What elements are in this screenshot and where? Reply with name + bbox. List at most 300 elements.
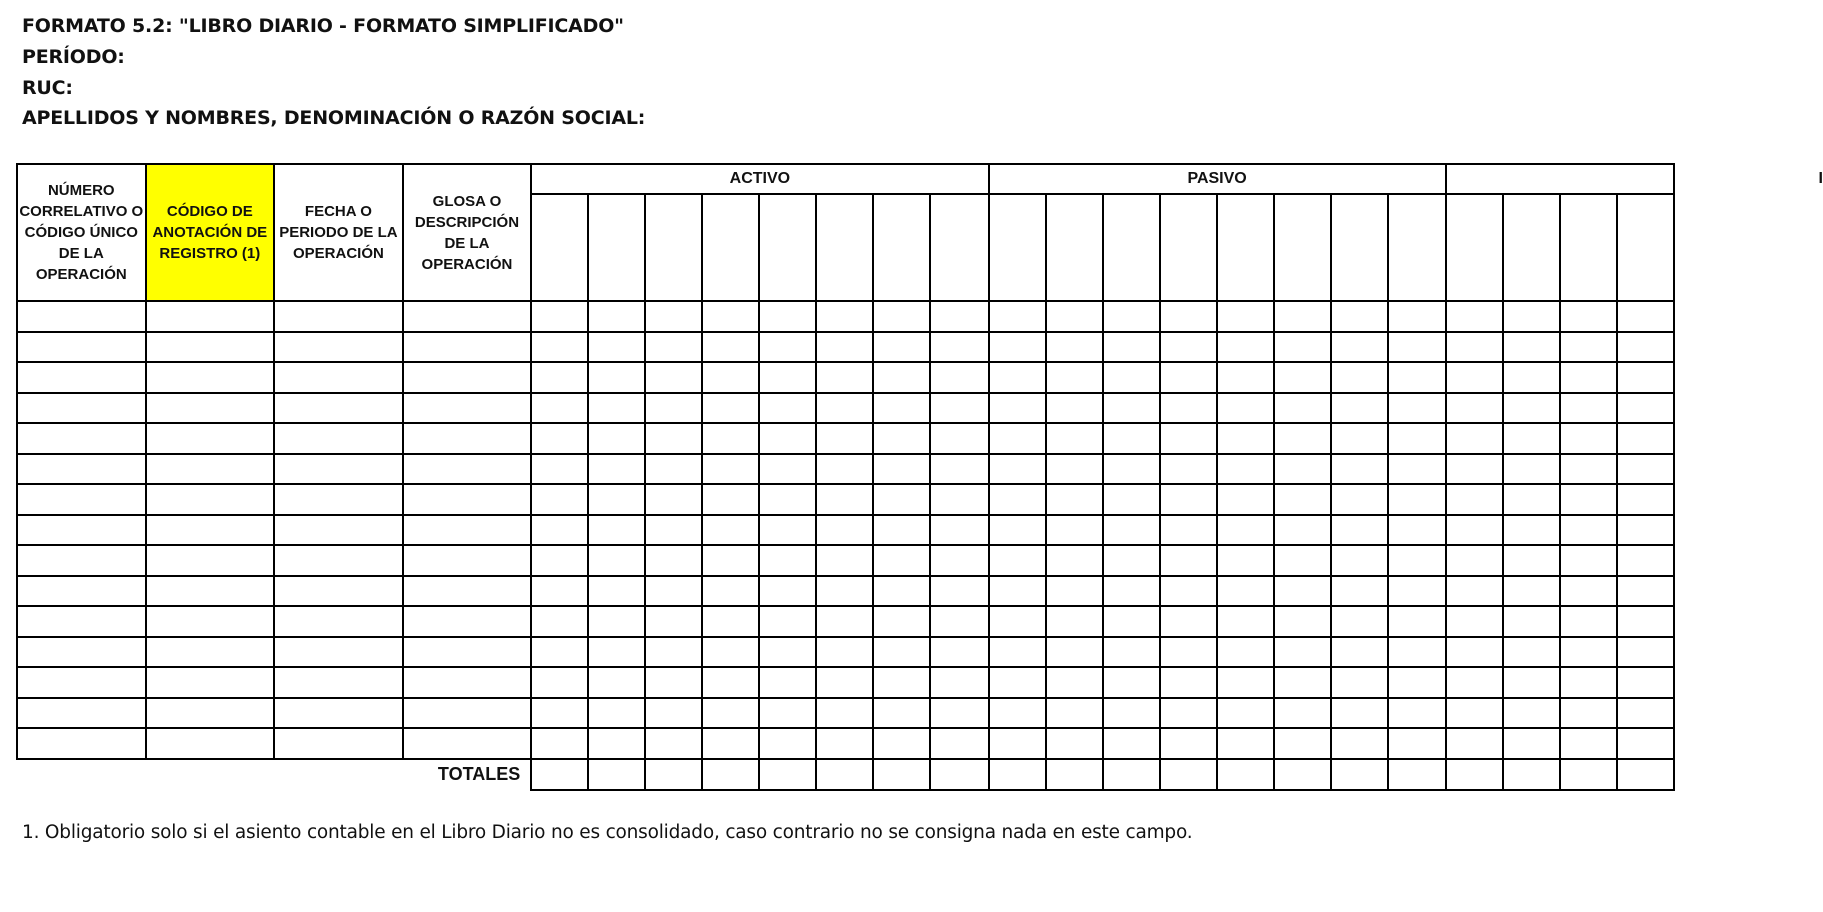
table-cell[interactable] bbox=[1274, 393, 1331, 424]
table-cell[interactable] bbox=[1160, 362, 1217, 393]
table-cell[interactable] bbox=[1046, 393, 1103, 424]
totals-cell[interactable] bbox=[1503, 759, 1560, 790]
table-cell[interactable] bbox=[146, 606, 275, 637]
table-cell[interactable] bbox=[702, 728, 759, 759]
table-cell[interactable] bbox=[531, 393, 588, 424]
table-cell[interactable] bbox=[1388, 423, 1446, 454]
totals-cell[interactable] bbox=[1103, 759, 1160, 790]
table-cell[interactable] bbox=[645, 728, 702, 759]
table-cell[interactable] bbox=[1160, 301, 1217, 332]
table-cell[interactable] bbox=[17, 301, 146, 332]
table-cell[interactable] bbox=[1560, 515, 1617, 546]
table-cell[interactable] bbox=[1560, 454, 1617, 485]
table-cell[interactable] bbox=[1160, 515, 1217, 546]
table-cell[interactable] bbox=[645, 637, 702, 668]
table-cell[interactable] bbox=[1503, 393, 1560, 424]
table-cell[interactable] bbox=[531, 332, 588, 363]
table-cell[interactable] bbox=[1046, 301, 1103, 332]
table-cell[interactable] bbox=[17, 515, 146, 546]
table-cell[interactable] bbox=[873, 423, 930, 454]
table-cell[interactable] bbox=[702, 606, 759, 637]
table-cell[interactable] bbox=[531, 515, 588, 546]
table-cell[interactable] bbox=[1217, 423, 1274, 454]
table-cell[interactable] bbox=[1217, 606, 1274, 637]
table-cell[interactable] bbox=[930, 423, 988, 454]
table-cell[interactable] bbox=[1331, 301, 1388, 332]
table-cell[interactable] bbox=[645, 606, 702, 637]
table-cell[interactable] bbox=[1217, 576, 1274, 607]
table-cell[interactable] bbox=[1560, 301, 1617, 332]
table-cell[interactable] bbox=[1617, 301, 1674, 332]
table-cell[interactable] bbox=[1046, 423, 1103, 454]
table-cell[interactable] bbox=[873, 301, 930, 332]
table-cell[interactable] bbox=[531, 423, 588, 454]
table-cell[interactable] bbox=[17, 393, 146, 424]
table-cell[interactable] bbox=[1560, 606, 1617, 637]
totals-cell[interactable] bbox=[1046, 759, 1103, 790]
table-cell[interactable] bbox=[146, 454, 275, 485]
table-cell[interactable] bbox=[1217, 332, 1274, 363]
table-cell[interactable] bbox=[17, 606, 146, 637]
table-cell[interactable] bbox=[759, 301, 816, 332]
table-cell[interactable] bbox=[17, 454, 146, 485]
table-cell[interactable] bbox=[1331, 454, 1388, 485]
table-cell[interactable] bbox=[1446, 423, 1503, 454]
table-cell[interactable] bbox=[816, 515, 873, 546]
table-cell[interactable] bbox=[930, 393, 988, 424]
table-cell[interactable] bbox=[1274, 515, 1331, 546]
table-cell[interactable] bbox=[1160, 698, 1217, 729]
table-cell[interactable] bbox=[989, 515, 1046, 546]
table-cell[interactable] bbox=[1388, 545, 1446, 576]
table-cell[interactable] bbox=[816, 698, 873, 729]
table-cell[interactable] bbox=[930, 301, 988, 332]
table-cell[interactable] bbox=[1617, 362, 1674, 393]
totals-cell[interactable] bbox=[645, 759, 702, 790]
table-cell[interactable] bbox=[588, 728, 645, 759]
table-cell[interactable] bbox=[146, 332, 275, 363]
table-cell[interactable] bbox=[1503, 301, 1560, 332]
table-cell[interactable] bbox=[1103, 454, 1160, 485]
table-cell[interactable] bbox=[816, 576, 873, 607]
table-cell[interactable] bbox=[403, 637, 532, 668]
table-cell[interactable] bbox=[759, 637, 816, 668]
table-cell[interactable] bbox=[1388, 728, 1446, 759]
table-cell[interactable] bbox=[1103, 332, 1160, 363]
table-cell[interactable] bbox=[274, 545, 403, 576]
table-cell[interactable] bbox=[1103, 301, 1160, 332]
table-cell[interactable] bbox=[1160, 423, 1217, 454]
table-cell[interactable] bbox=[759, 545, 816, 576]
table-cell[interactable] bbox=[873, 484, 930, 515]
table-cell[interactable] bbox=[873, 576, 930, 607]
table-cell[interactable] bbox=[1274, 423, 1331, 454]
table-cell[interactable] bbox=[1503, 423, 1560, 454]
table-cell[interactable] bbox=[873, 606, 930, 637]
table-cell[interactable] bbox=[1331, 576, 1388, 607]
totals-cell[interactable] bbox=[1617, 759, 1674, 790]
table-cell[interactable] bbox=[274, 698, 403, 729]
table-cell[interactable] bbox=[1331, 362, 1388, 393]
table-cell[interactable] bbox=[1617, 728, 1674, 759]
table-cell[interactable] bbox=[873, 698, 930, 729]
table-cell[interactable] bbox=[1046, 332, 1103, 363]
table-cell[interactable] bbox=[1617, 698, 1674, 729]
table-cell[interactable] bbox=[1046, 484, 1103, 515]
table-cell[interactable] bbox=[1446, 362, 1503, 393]
table-cell[interactable] bbox=[702, 698, 759, 729]
totals-cell[interactable] bbox=[1160, 759, 1217, 790]
table-cell[interactable] bbox=[1388, 362, 1446, 393]
table-cell[interactable] bbox=[403, 362, 532, 393]
table-cell[interactable] bbox=[403, 515, 532, 546]
totals-cell[interactable] bbox=[531, 759, 588, 790]
table-cell[interactable] bbox=[1446, 637, 1503, 668]
table-cell[interactable] bbox=[702, 667, 759, 698]
table-cell[interactable] bbox=[702, 423, 759, 454]
table-cell[interactable] bbox=[645, 423, 702, 454]
table-cell[interactable] bbox=[531, 667, 588, 698]
totals-cell[interactable] bbox=[873, 759, 930, 790]
table-cell[interactable] bbox=[1503, 606, 1560, 637]
table-cell[interactable] bbox=[702, 454, 759, 485]
table-cell[interactable] bbox=[645, 667, 702, 698]
table-cell[interactable] bbox=[759, 576, 816, 607]
table-cell[interactable] bbox=[930, 454, 988, 485]
table-cell[interactable] bbox=[146, 576, 275, 607]
table-cell[interactable] bbox=[1388, 484, 1446, 515]
table-cell[interactable] bbox=[930, 515, 988, 546]
table-cell[interactable] bbox=[1274, 728, 1331, 759]
table-cell[interactable] bbox=[1388, 393, 1446, 424]
table-cell[interactable] bbox=[274, 454, 403, 485]
table-cell[interactable] bbox=[1046, 667, 1103, 698]
table-cell[interactable] bbox=[759, 332, 816, 363]
table-cell[interactable] bbox=[930, 637, 988, 668]
table-cell[interactable] bbox=[1103, 545, 1160, 576]
table-cell[interactable] bbox=[1446, 484, 1503, 515]
table-cell[interactable] bbox=[1560, 423, 1617, 454]
totals-cell[interactable] bbox=[1446, 759, 1503, 790]
table-cell[interactable] bbox=[274, 606, 403, 637]
table-cell[interactable] bbox=[1503, 545, 1560, 576]
table-cell[interactable] bbox=[274, 637, 403, 668]
table-cell[interactable] bbox=[873, 454, 930, 485]
table-cell[interactable] bbox=[274, 728, 403, 759]
table-cell[interactable] bbox=[17, 362, 146, 393]
table-cell[interactable] bbox=[17, 698, 146, 729]
table-cell[interactable] bbox=[816, 393, 873, 424]
table-cell[interactable] bbox=[588, 393, 645, 424]
table-cell[interactable] bbox=[1446, 301, 1503, 332]
table-cell[interactable] bbox=[403, 454, 532, 485]
table-cell[interactable] bbox=[1617, 484, 1674, 515]
table-cell[interactable] bbox=[17, 728, 146, 759]
table-cell[interactable] bbox=[1617, 454, 1674, 485]
table-cell[interactable] bbox=[873, 393, 930, 424]
table-cell[interactable] bbox=[1046, 637, 1103, 668]
table-cell[interactable] bbox=[1446, 515, 1503, 546]
table-cell[interactable] bbox=[1331, 393, 1388, 424]
table-cell[interactable] bbox=[403, 667, 532, 698]
table-cell[interactable] bbox=[989, 454, 1046, 485]
table-cell[interactable] bbox=[1103, 576, 1160, 607]
table-cell[interactable] bbox=[1274, 545, 1331, 576]
table-cell[interactable] bbox=[403, 393, 532, 424]
table-cell[interactable] bbox=[588, 484, 645, 515]
table-cell[interactable] bbox=[531, 637, 588, 668]
table-cell[interactable] bbox=[816, 301, 873, 332]
table-cell[interactable] bbox=[989, 393, 1046, 424]
table-cell[interactable] bbox=[1217, 515, 1274, 546]
table-cell[interactable] bbox=[1274, 576, 1331, 607]
table-cell[interactable] bbox=[1217, 454, 1274, 485]
table-cell[interactable] bbox=[759, 454, 816, 485]
table-cell[interactable] bbox=[759, 698, 816, 729]
table-cell[interactable] bbox=[1160, 728, 1217, 759]
table-cell[interactable] bbox=[531, 576, 588, 607]
table-cell[interactable] bbox=[930, 484, 988, 515]
table-cell[interactable] bbox=[1160, 637, 1217, 668]
table-cell[interactable] bbox=[759, 423, 816, 454]
table-cell[interactable] bbox=[1446, 576, 1503, 607]
table-cell[interactable] bbox=[816, 484, 873, 515]
table-cell[interactable] bbox=[1617, 423, 1674, 454]
table-cell[interactable] bbox=[989, 301, 1046, 332]
totals-cell[interactable] bbox=[816, 759, 873, 790]
table-cell[interactable] bbox=[989, 576, 1046, 607]
table-cell[interactable] bbox=[816, 728, 873, 759]
table-cell[interactable] bbox=[403, 576, 532, 607]
totals-cell[interactable] bbox=[759, 759, 816, 790]
table-cell[interactable] bbox=[930, 667, 988, 698]
table-cell[interactable] bbox=[816, 332, 873, 363]
table-cell[interactable] bbox=[1560, 362, 1617, 393]
totals-cell[interactable] bbox=[702, 759, 759, 790]
table-cell[interactable] bbox=[403, 423, 532, 454]
table-cell[interactable] bbox=[759, 667, 816, 698]
table-cell[interactable] bbox=[645, 576, 702, 607]
table-cell[interactable] bbox=[588, 545, 645, 576]
table-cell[interactable] bbox=[1160, 393, 1217, 424]
table-cell[interactable] bbox=[989, 332, 1046, 363]
table-cell[interactable] bbox=[1503, 698, 1560, 729]
table-cell[interactable] bbox=[702, 576, 759, 607]
table-cell[interactable] bbox=[1503, 637, 1560, 668]
table-cell[interactable] bbox=[702, 484, 759, 515]
table-cell[interactable] bbox=[1160, 545, 1217, 576]
table-cell[interactable] bbox=[588, 454, 645, 485]
table-cell[interactable] bbox=[1617, 393, 1674, 424]
table-cell[interactable] bbox=[1103, 362, 1160, 393]
table-cell[interactable] bbox=[1160, 667, 1217, 698]
table-cell[interactable] bbox=[1388, 698, 1446, 729]
table-cell[interactable] bbox=[873, 667, 930, 698]
table-cell[interactable] bbox=[1331, 606, 1388, 637]
table-cell[interactable] bbox=[989, 484, 1046, 515]
table-cell[interactable] bbox=[816, 667, 873, 698]
table-cell[interactable] bbox=[1388, 454, 1446, 485]
totals-cell[interactable] bbox=[1274, 759, 1331, 790]
table-cell[interactable] bbox=[403, 332, 532, 363]
table-cell[interactable] bbox=[403, 484, 532, 515]
table-cell[interactable] bbox=[989, 667, 1046, 698]
table-cell[interactable] bbox=[1274, 667, 1331, 698]
table-cell[interactable] bbox=[274, 362, 403, 393]
table-cell[interactable] bbox=[1617, 576, 1674, 607]
table-cell[interactable] bbox=[1617, 545, 1674, 576]
table-cell[interactable] bbox=[1274, 332, 1331, 363]
table-cell[interactable] bbox=[759, 362, 816, 393]
table-cell[interactable] bbox=[1046, 698, 1103, 729]
totals-cell[interactable] bbox=[930, 759, 988, 790]
table-cell[interactable] bbox=[531, 728, 588, 759]
table-cell[interactable] bbox=[873, 637, 930, 668]
table-cell[interactable] bbox=[1103, 698, 1160, 729]
totals-cell[interactable] bbox=[588, 759, 645, 790]
table-cell[interactable] bbox=[1103, 728, 1160, 759]
table-cell[interactable] bbox=[1217, 393, 1274, 424]
table-cell[interactable] bbox=[1503, 515, 1560, 546]
table-cell[interactable] bbox=[645, 454, 702, 485]
table-cell[interactable] bbox=[1617, 515, 1674, 546]
table-cell[interactable] bbox=[274, 423, 403, 454]
table-cell[interactable] bbox=[1046, 728, 1103, 759]
table-cell[interactable] bbox=[1046, 515, 1103, 546]
table-cell[interactable] bbox=[1274, 698, 1331, 729]
table-cell[interactable] bbox=[645, 515, 702, 546]
table-cell[interactable] bbox=[645, 484, 702, 515]
table-cell[interactable] bbox=[1046, 545, 1103, 576]
table-cell[interactable] bbox=[1560, 576, 1617, 607]
table-cell[interactable] bbox=[588, 423, 645, 454]
table-cell[interactable] bbox=[17, 484, 146, 515]
table-cell[interactable] bbox=[1331, 698, 1388, 729]
table-cell[interactable] bbox=[588, 576, 645, 607]
table-cell[interactable] bbox=[1217, 728, 1274, 759]
table-cell[interactable] bbox=[759, 728, 816, 759]
table-cell[interactable] bbox=[1217, 362, 1274, 393]
table-cell[interactable] bbox=[531, 484, 588, 515]
table-cell[interactable] bbox=[1046, 576, 1103, 607]
table-cell[interactable] bbox=[531, 301, 588, 332]
table-cell[interactable] bbox=[989, 606, 1046, 637]
table-cell[interactable] bbox=[1560, 393, 1617, 424]
table-cell[interactable] bbox=[403, 606, 532, 637]
table-cell[interactable] bbox=[531, 362, 588, 393]
table-cell[interactable] bbox=[1388, 301, 1446, 332]
table-cell[interactable] bbox=[1274, 301, 1331, 332]
table-cell[interactable] bbox=[1560, 728, 1617, 759]
table-cell[interactable] bbox=[1388, 515, 1446, 546]
table-cell[interactable] bbox=[1103, 515, 1160, 546]
table-cell[interactable] bbox=[146, 515, 275, 546]
table-cell[interactable] bbox=[989, 728, 1046, 759]
table-cell[interactable] bbox=[1446, 332, 1503, 363]
table-cell[interactable] bbox=[1160, 606, 1217, 637]
table-cell[interactable] bbox=[1160, 484, 1217, 515]
table-cell[interactable] bbox=[588, 606, 645, 637]
table-cell[interactable] bbox=[702, 301, 759, 332]
table-cell[interactable] bbox=[1103, 667, 1160, 698]
table-cell[interactable] bbox=[759, 393, 816, 424]
table-cell[interactable] bbox=[1217, 301, 1274, 332]
table-cell[interactable] bbox=[1331, 332, 1388, 363]
table-cell[interactable] bbox=[146, 545, 275, 576]
table-cell[interactable] bbox=[274, 576, 403, 607]
table-cell[interactable] bbox=[989, 545, 1046, 576]
table-cell[interactable] bbox=[403, 545, 532, 576]
table-cell[interactable] bbox=[645, 698, 702, 729]
table-cell[interactable] bbox=[588, 362, 645, 393]
table-cell[interactable] bbox=[1046, 606, 1103, 637]
table-cell[interactable] bbox=[146, 301, 275, 332]
table-cell[interactable] bbox=[403, 698, 532, 729]
table-cell[interactable] bbox=[1217, 637, 1274, 668]
table-cell[interactable] bbox=[1446, 606, 1503, 637]
table-cell[interactable] bbox=[17, 332, 146, 363]
table-cell[interactable] bbox=[645, 393, 702, 424]
table-cell[interactable] bbox=[1331, 637, 1388, 668]
table-cell[interactable] bbox=[146, 728, 275, 759]
table-cell[interactable] bbox=[1217, 484, 1274, 515]
table-cell[interactable] bbox=[1103, 484, 1160, 515]
table-cell[interactable] bbox=[759, 606, 816, 637]
table-cell[interactable] bbox=[1617, 606, 1674, 637]
table-cell[interactable] bbox=[531, 454, 588, 485]
table-cell[interactable] bbox=[1331, 484, 1388, 515]
table-cell[interactable] bbox=[1388, 637, 1446, 668]
table-cell[interactable] bbox=[17, 637, 146, 668]
table-cell[interactable] bbox=[1103, 637, 1160, 668]
table-cell[interactable] bbox=[1503, 362, 1560, 393]
table-cell[interactable] bbox=[403, 301, 532, 332]
table-cell[interactable] bbox=[1331, 728, 1388, 759]
table-cell[interactable] bbox=[531, 698, 588, 729]
table-cell[interactable] bbox=[702, 515, 759, 546]
table-cell[interactable] bbox=[588, 301, 645, 332]
table-cell[interactable] bbox=[1446, 545, 1503, 576]
table-cell[interactable] bbox=[930, 332, 988, 363]
table-cell[interactable] bbox=[146, 393, 275, 424]
table-cell[interactable] bbox=[531, 545, 588, 576]
table-cell[interactable] bbox=[1388, 332, 1446, 363]
table-cell[interactable] bbox=[1331, 423, 1388, 454]
table-cell[interactable] bbox=[146, 484, 275, 515]
table-cell[interactable] bbox=[989, 637, 1046, 668]
totals-cell[interactable] bbox=[1388, 759, 1446, 790]
totals-cell[interactable] bbox=[1217, 759, 1274, 790]
table-cell[interactable] bbox=[873, 728, 930, 759]
table-cell[interactable] bbox=[1503, 454, 1560, 485]
table-cell[interactable] bbox=[1331, 515, 1388, 546]
table-cell[interactable] bbox=[930, 545, 988, 576]
table-cell[interactable] bbox=[146, 667, 275, 698]
table-cell[interactable] bbox=[1274, 637, 1331, 668]
table-cell[interactable] bbox=[1560, 637, 1617, 668]
table-cell[interactable] bbox=[17, 423, 146, 454]
table-cell[interactable] bbox=[1503, 484, 1560, 515]
table-cell[interactable] bbox=[17, 667, 146, 698]
table-cell[interactable] bbox=[146, 362, 275, 393]
table-cell[interactable] bbox=[588, 515, 645, 546]
table-cell[interactable] bbox=[759, 484, 816, 515]
table-cell[interactable] bbox=[873, 545, 930, 576]
table-cell[interactable] bbox=[1160, 454, 1217, 485]
table-cell[interactable] bbox=[989, 698, 1046, 729]
table-cell[interactable] bbox=[1388, 606, 1446, 637]
table-cell[interactable] bbox=[588, 667, 645, 698]
